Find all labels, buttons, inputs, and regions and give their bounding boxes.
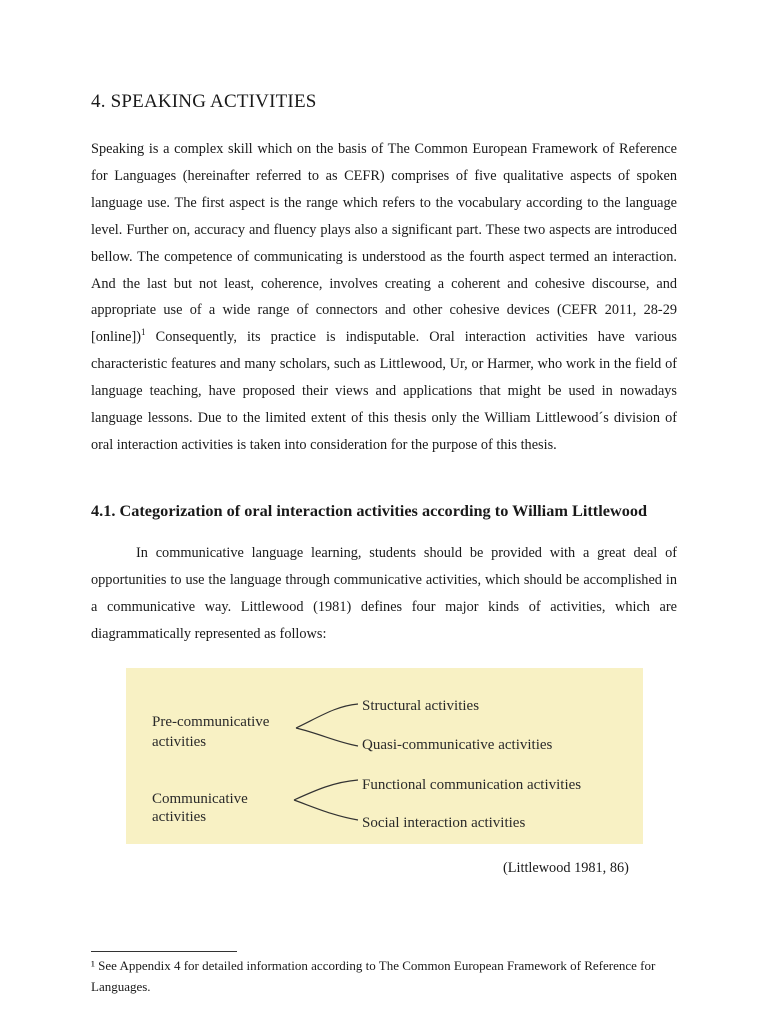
subsection-heading: 4.1. Categorization of oral interaction activities according to William Littlewood (91, 501, 648, 520)
subsection-paragraph: In communicative language learning, students should be provided with a great deal of opportunities to use the language through communicative activities, which should be accomplished in a communicative way. Littlewood (1981) defines four major kinds of activities, which are diagrammatically represented as follows: (91, 545, 677, 642)
footnote-separator (91, 951, 237, 952)
section-paragraph (91, 136, 677, 459)
social-interaction-label: Social interaction activities (362, 815, 526, 831)
branch-line-social (294, 800, 358, 820)
diagram-svg (126, 668, 643, 844)
communicative-label: Communicative (152, 791, 248, 807)
pre-communicative-label-line2: activities (152, 734, 207, 750)
branch-line-quasi (296, 728, 358, 746)
pre-communicative-label: Pre-communicative (152, 714, 270, 730)
structural-activities-label: Structural activities (362, 698, 480, 714)
footnote-marker: ¹ (91, 958, 95, 973)
branch-line-functional (294, 780, 358, 800)
section-heading: 4. SPEAKING ACTIVITIES (91, 91, 317, 112)
functional-communication-label: Functional communication activities (362, 777, 582, 793)
footnote (91, 955, 681, 997)
branch-line-structural (296, 704, 358, 728)
paragraph-text-part2: Consequently, its practice is indisputable. Oral interaction activities have various characteristic features and many scholars, such as Littlewood, Ur, or Harmer, who work in the field of language teaching, have proposed their views and applications that might be used in nowadays language lessons. Due to the limited extent of this thesis only the William Littlewood´s division of oral interaction activities is taken into consideration for the purpose of this thesis. (91, 329, 677, 453)
communicative-label-line2: activities (152, 809, 207, 825)
quasi-communicative-label: Quasi-communicative activities (362, 737, 553, 753)
activities-diagram (126, 668, 643, 844)
paragraph-text-part1: Speaking is a complex skill which on the basis of The Common European Framework of Reference for Languages (hereinafter referred to as CEFR) comprises of five qualitative aspects of spoken language use. The first aspect is the range which refers to the vocabulary according to the language level. Further on, accuracy and fluency plays also a significant part. These two aspects are introduced bellow. The competence of communicating is understood as the fourth aspect termed an interaction. And the last but not least, coherence, involves creating a coherent and cohesive discourse, and appropriate use of a wide range of connectors and other cohesive devices (CEFR 2011, 28-29 [online]) (91, 141, 677, 346)
footnote-text: See Appendix 4 for detailed information according to The Common European Framework of Reference for Languages. (91, 958, 656, 994)
footnote-reference[interactable]: 1 (141, 327, 146, 338)
diagram-citation: (Littlewood 1981, 86) (503, 860, 629, 876)
